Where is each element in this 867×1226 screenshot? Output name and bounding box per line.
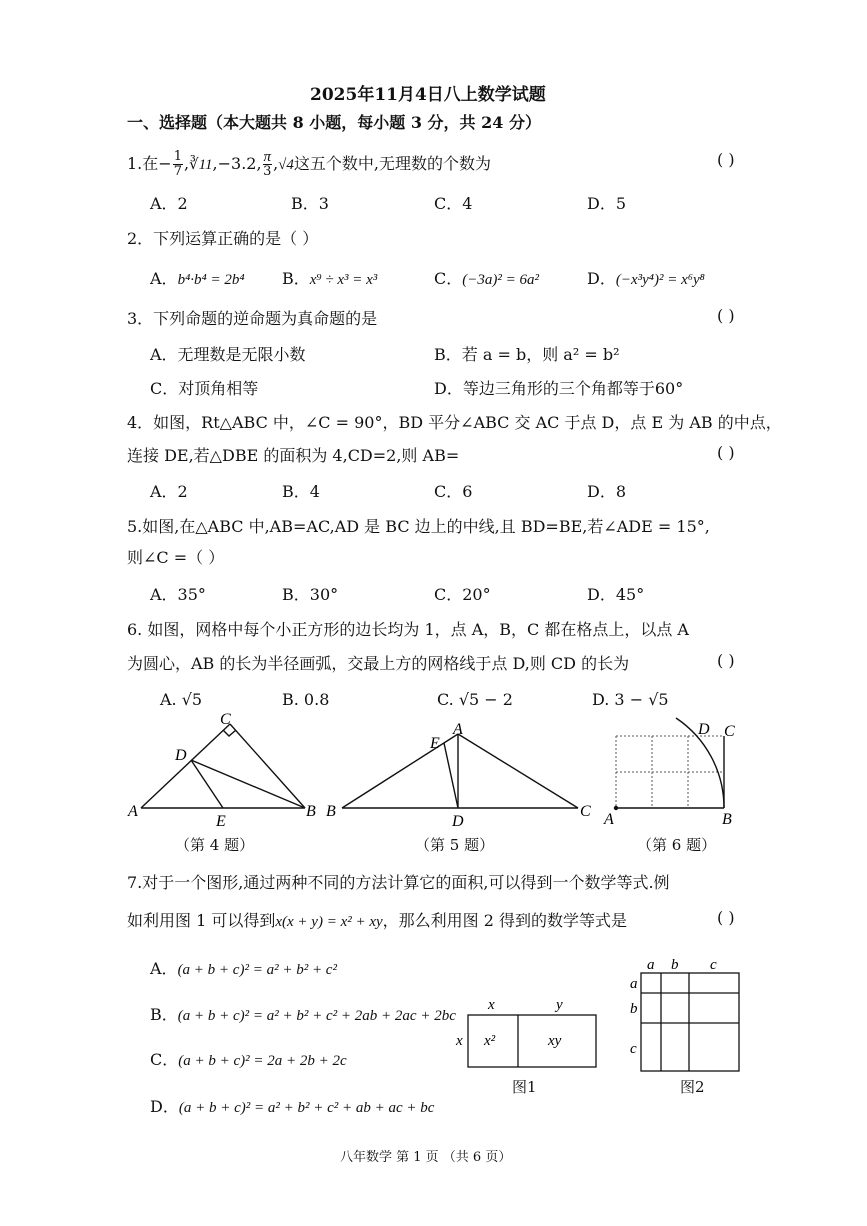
q1-option-b[interactable]: B．3 [291, 194, 329, 213]
q7-answer-paren[interactable]: ( ) [717, 908, 735, 927]
fig4-right-angle-mark [223, 730, 236, 736]
fig5-segment-de [444, 743, 458, 808]
question-5-line1: 5.如图,在△ABC 中,AB=AC,AD 是 BC 边上的中线,且 BD=BE,若∠ADE = 15°, [127, 517, 710, 536]
q1-pi-den: 3 [263, 164, 272, 179]
figure-4 [125, 708, 325, 828]
q1-option-a[interactable]: A．2 [150, 194, 188, 213]
q5-option-b[interactable]: B．30° [282, 585, 339, 604]
fig5-caption: （第 5 题） [415, 836, 495, 854]
fig4-label-a: A [128, 803, 138, 820]
q7-option-c[interactable] [150, 1047, 347, 1070]
q1-sqrt4: √4 [278, 157, 294, 173]
q7-option-c-math: (a + b + c)² = 2a + 2b + 2c [178, 1053, 347, 1069]
figure-5 [322, 720, 602, 828]
q1-option-c[interactable]: C．4 [434, 194, 473, 213]
fig2-caption: 图2 [680, 1078, 705, 1096]
q7-option-b-math: (a + b + c)² = a² + b² + c² + 2ab + 2ac + 2bc [177, 1008, 456, 1024]
q4-option-b[interactable]: B．4 [282, 482, 320, 501]
question-6-line1: 6. 如图，网格中每个小正方形的边长均为 1，点 A，B，C 都在格点上，以点 A [127, 620, 689, 639]
fig4-label-e: E [216, 813, 226, 828]
fig2-top-b: b [671, 957, 679, 973]
q1-frac-num: 1 [173, 149, 182, 164]
q6-option-b[interactable]: B. 0.8 [282, 690, 330, 709]
q2-option-a-label: A． [150, 269, 178, 288]
fig4-label-d: D [175, 747, 187, 764]
q4-option-a[interactable]: A．2 [150, 482, 188, 501]
q7-option-d-math: (a + b + c)² = a² + b² + c² + ab + ac + bc [178, 1100, 435, 1116]
q7-line2-prefix: 如利用图 1 可以得到 [127, 911, 276, 930]
fig2-left-c: c [630, 1041, 637, 1057]
q1-pi-fraction [263, 150, 273, 179]
question-4-line1: 4．如图，Rt△ABC 中，∠C = 90°，BD 平分∠ABC 交 AC 于点 D，点 E 为 AB 的中点， [127, 413, 782, 432]
q2-option-b-label: B． [282, 269, 310, 288]
q6-option-d[interactable]: D. 3 − √5 [592, 690, 669, 709]
q1-sep2: ,−3.2, [212, 154, 262, 173]
fig5-label-e: E [430, 735, 440, 752]
q1-prefix: 在 [142, 154, 159, 173]
fig6-label-a: A [604, 811, 614, 828]
question-5-line2: 则∠C =（ ） [127, 548, 225, 567]
q7-line2-suffix: ，那么利用图 2 得到的数学等式是 [382, 911, 628, 930]
q2-option-b[interactable] [282, 266, 377, 289]
fig5-label-c: C [580, 803, 591, 820]
q3-option-c[interactable]: C．对顶角相等 [150, 379, 259, 398]
q7-option-a[interactable] [150, 956, 337, 979]
fig5-label-b: B [326, 803, 336, 820]
fig1-caption: 图1 [512, 1078, 537, 1096]
fig2-top-a: a [647, 957, 655, 973]
fig1-top-y: y [556, 997, 563, 1013]
q2-option-c-label: C． [434, 269, 463, 288]
q1-number: 1. [127, 154, 143, 173]
fig5-side-ac [458, 734, 578, 808]
fig2-left-b: b [630, 1001, 638, 1017]
fig1-cell-xy: xy [548, 1033, 562, 1049]
q4-answer-paren[interactable]: ( ) [717, 443, 735, 462]
q7-option-d[interactable] [150, 1094, 434, 1117]
q4-option-d[interactable]: D．8 [587, 482, 627, 501]
q5-option-d[interactable]: D．45° [587, 585, 645, 604]
q7-option-a-math: (a + b + c)² = a² + b² + c² [177, 962, 337, 978]
fig4-side-ac [141, 724, 230, 808]
fig6-label-b: B [722, 811, 732, 828]
question-6-line2: 为圆心，AB 的长为半径画弧，交最上方的网格线于点 D,则 CD 的长为 [127, 654, 630, 673]
fig4-label-b: B [306, 803, 316, 820]
q3-option-d[interactable]: D．等边三角形的三个角都等于60° [434, 379, 684, 398]
q2-option-a[interactable] [150, 266, 245, 289]
q6-option-a[interactable]: A. √5 [160, 690, 203, 709]
q5-option-a[interactable]: A．35° [150, 585, 206, 604]
fig6-label-d: D [698, 721, 710, 738]
fig2-top-c: c [710, 957, 717, 973]
question-4-line2: 连接 DE,若△DBE 的面积为 4,CD=2,则 AB= [127, 446, 460, 465]
q2-option-b-math: x⁹ ÷ x³ = x³ [309, 272, 378, 288]
q5-option-c[interactable]: C．20° [434, 585, 491, 604]
fig5-side-ab [342, 734, 458, 808]
q1-frac-den: 7 [173, 164, 182, 179]
fig4-segment-db [191, 760, 305, 808]
q2-option-c[interactable] [434, 266, 539, 289]
q7-option-a-label: A． [150, 959, 178, 978]
q4-option-c[interactable]: C．6 [434, 482, 473, 501]
q2-option-c-math: (−3a)² = 6a² [462, 272, 539, 288]
q7-option-b-label: B． [150, 1005, 178, 1024]
q7-line2-math: x(x + y) = x² + xy [275, 914, 383, 930]
section-heading: 一、选择题（本大题共 8 小题，每小题 3 分，共 24 分） [127, 113, 541, 132]
question-2: 2．下列运算正确的是（ ） [127, 229, 319, 248]
q3-option-a[interactable]: A．无理数是无限小数 [150, 345, 306, 364]
q6-option-c[interactable]: C. √5 − 2 [437, 690, 513, 709]
q1-suffix: 这五个数中,无理数的个数为 [293, 154, 491, 173]
fig6-point-a [614, 806, 618, 810]
figure-6 [598, 712, 748, 830]
q1-cbrt: ∛11 [189, 157, 213, 173]
q3-answer-paren[interactable]: ( ) [717, 306, 735, 325]
fig4-side-cb [230, 724, 305, 808]
figure-2 [625, 955, 745, 1077]
fig1-left-x: x [456, 1033, 463, 1049]
fig5-label-d: D [452, 813, 464, 828]
question-1 [127, 150, 491, 179]
fig6-caption: （第 6 题） [637, 836, 717, 854]
fig2-square [641, 973, 739, 1071]
fig4-label-c: C [220, 711, 231, 728]
fig1-cell-x2: x² [484, 1033, 496, 1049]
q1-pi-num: π [263, 149, 272, 165]
page-footer: 八年数学 第 1 页 （共 6 页） [340, 1150, 512, 1165]
q1-answer-paren[interactable]: ( ) [717, 150, 735, 169]
q7-option-c-label: C． [150, 1050, 179, 1069]
fig6-label-c: C [724, 723, 735, 740]
q1-fraction [173, 150, 183, 179]
q2-option-d[interactable] [587, 266, 705, 289]
page-title: 2025年11月4日八上数学试题 [310, 85, 546, 105]
q2-option-d-math: (−x³y⁴)² = x⁶y⁸ [615, 272, 705, 288]
question-7-line1: 7.对于一个图形,通过两种不同的方法计算它的面积,可以得到一个数学等式.例 [127, 873, 670, 892]
fig1-top-x: x [488, 997, 495, 1013]
q7-option-b[interactable] [150, 1002, 456, 1025]
q2-option-d-label: D． [587, 269, 616, 288]
q3-option-b[interactable]: B．若 a = b，则 a² = b² [434, 345, 620, 364]
q1-sep3: , [273, 154, 279, 173]
question-3: 3．下列命题的逆命题为真命题的是 [127, 309, 378, 328]
question-7-line2 [127, 908, 627, 931]
q1-neg: − [158, 154, 172, 173]
q7-option-d-label: D． [150, 1097, 179, 1116]
q6-answer-paren[interactable]: ( ) [717, 651, 735, 670]
q2-option-a-math: b⁴·b⁴ = 2b⁴ [177, 272, 245, 288]
fig4-caption: （第 4 题） [175, 836, 255, 854]
q1-option-d[interactable]: D．5 [587, 194, 627, 213]
fig5-label-a: A [453, 721, 463, 738]
q1-sep1: , [183, 154, 190, 173]
fig2-left-a: a [630, 976, 638, 992]
